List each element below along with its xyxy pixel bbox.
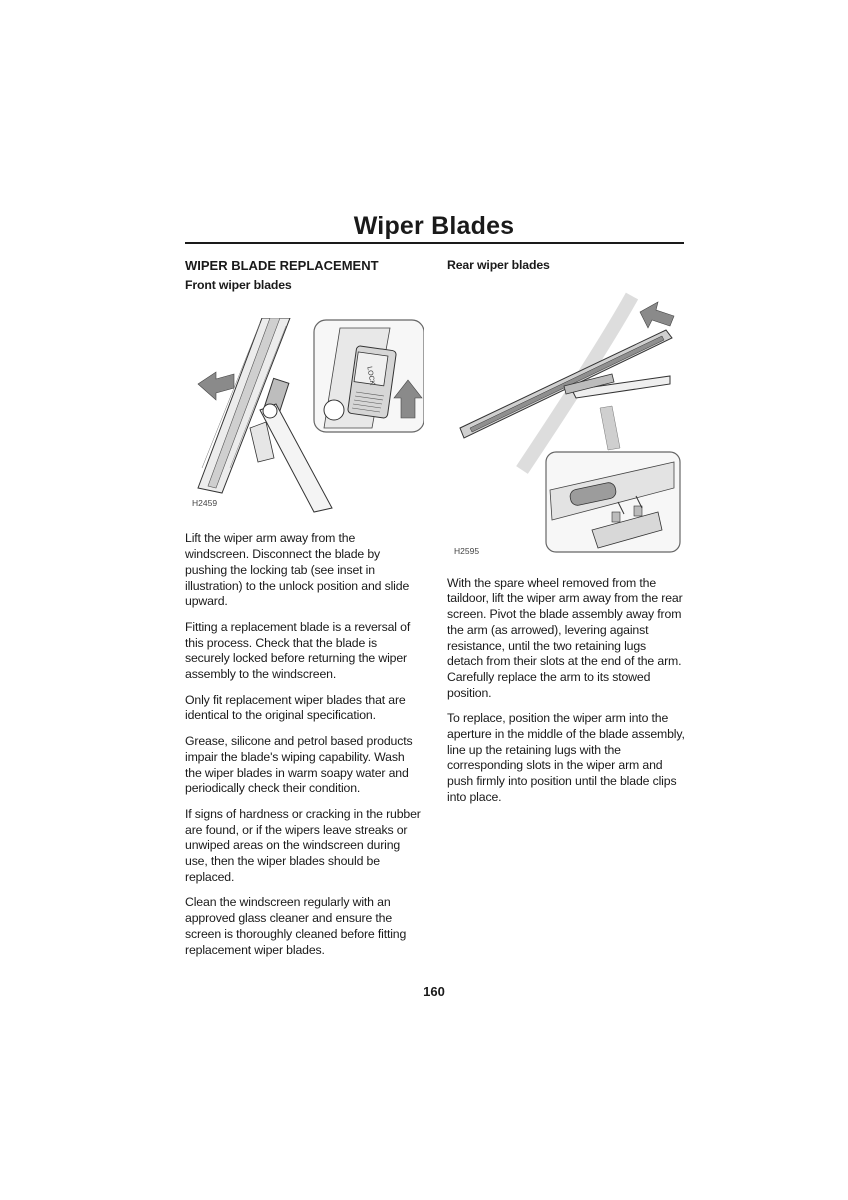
- paragraph: Lift the wiper arm away from the windscreen. Disconnect the blade by pushing the locking tab (see inset in illustration) to the unlock position and slide upward.: [185, 531, 410, 609]
- figure-label: H2459: [192, 498, 218, 508]
- paragraph: Grease, silicone and petrol based products impair the blade's wiping capability. Wash the wiper blades in warm soapy water and periodically check their condition.: [185, 734, 413, 796]
- front-wiper-subheading: Front wiper blades: [185, 277, 292, 292]
- rear-wiper-illustration: [452, 290, 682, 562]
- paragraph: Clean the windscreen regularly with an approved glass cleaner and ensure the screen is thoroughly cleaned before fitting replacement wiper blades.: [185, 895, 407, 957]
- paragraph: With the spare wheel removed from the taildoor, lift the wiper arm away from the rear screen. Pivot the blade assembly away from the arm (as arrowed), levering against resistance, until the two retaining lugs detach from their slots at the end of the arm. Carefully replace the arm to its stowed position.: [447, 575, 683, 700]
- page-number: 160: [423, 984, 445, 999]
- title-rule: [185, 242, 684, 244]
- paragraph: Fitting a replacement blade is a reversal of this process. Check that the blade is securely locked before returning the wiper assembly to the windscreen.: [185, 619, 411, 682]
- rear-wiper-subheading: Rear wiper blades: [447, 258, 550, 272]
- paragraph: If signs of hardness or cracking in the rubber are found, or if the wipers leave streaks or unwiped areas on the windscreen during use, then the wiper blades should be replaced.: [185, 806, 421, 884]
- page-title: Wiper Blades: [353, 212, 515, 240]
- paragraph: To replace, position the wiper arm into the aperture in the middle of the blade assembly, line up the retaining lugs with the corresponding slots in the wiper arm and push firmly into position until the blade clips into place.: [447, 711, 685, 804]
- front-wiper-illustration: [190, 318, 424, 514]
- section-heading: WIPER BLADE REPLACEMENT: [185, 258, 379, 273]
- inset-lock-label: LOCK: [365, 365, 376, 386]
- paragraph: Only fit replacement wiper blades that are identical to the original specification.: [185, 692, 406, 723]
- figure-label: H2595: [454, 546, 480, 556]
